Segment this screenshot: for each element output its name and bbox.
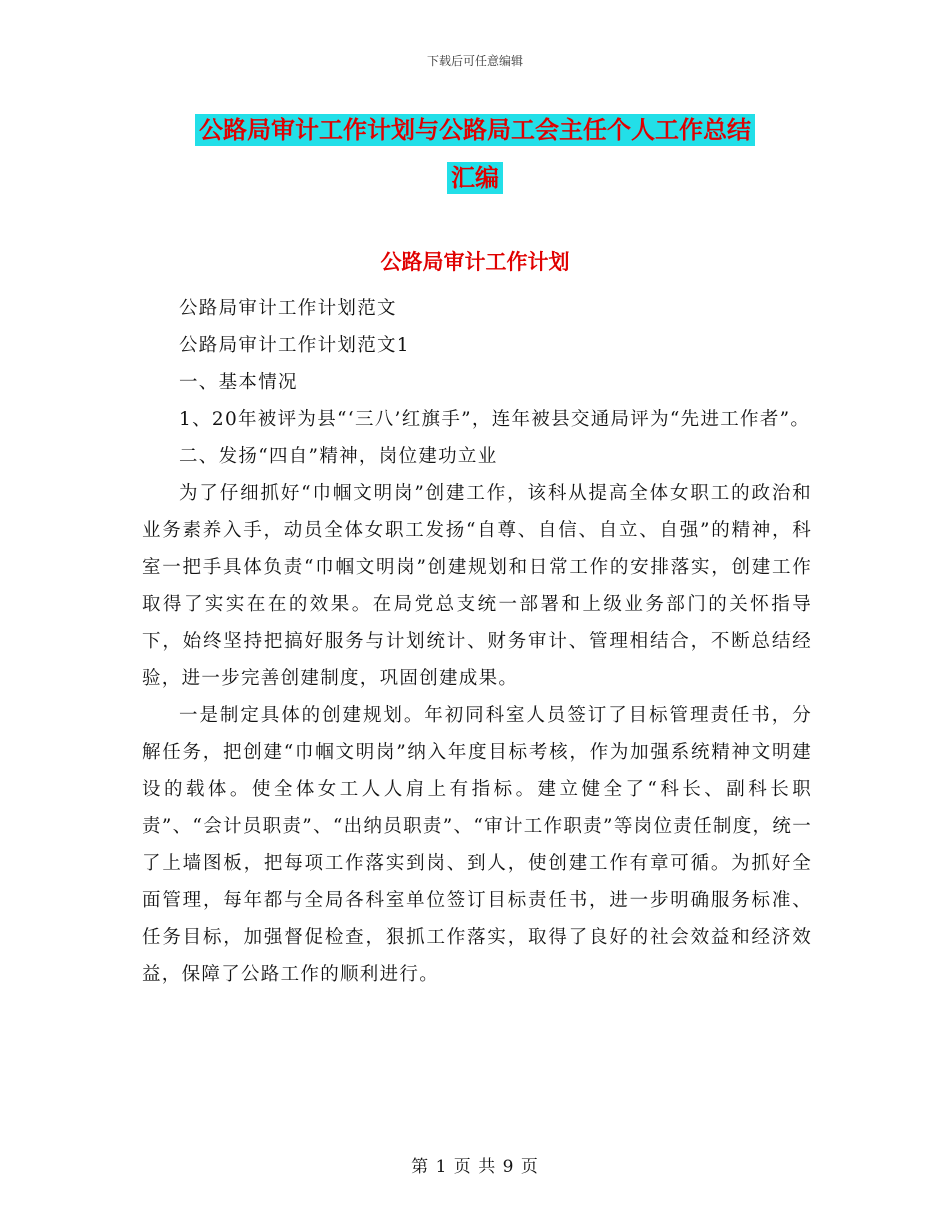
document-title (140, 106, 810, 202)
header-note: 下载后可任意编辑 (426, 54, 523, 68)
paragraph: 一、基本情况 (179, 372, 298, 393)
paragraph: 公路局审计工作计划范文1 (179, 335, 410, 356)
document-title-line2: 汇编 (447, 162, 503, 194)
body-text (142, 290, 812, 993)
document-title-line1: 公路局审计工作计划与公路局工会主任个人工作总结 (195, 114, 755, 146)
paragraph: 公路局审计工作计划范文 (179, 298, 397, 319)
section-title: 公路局审计工作计划 (380, 250, 570, 274)
paragraph: 为了仔细抓好“巾帼文明岗”创建工作，该科从提高全体女职工的政治和业务素养入手，动员全体女职工发扬“自尊、自信、自立、自强”的精神，科室一把手具体负责“巾帼文明岗”创建规划和日常工作的安排落实，创建工作取得了实实在在的效果。在局党总支统一部署和上级业务部门的关怀指导下，始终坚持把搞好服务与计划统计、财务审计、管理相结合，不断总结经验，进一步完善创建制度，巩固创建成果。 (142, 483, 812, 689)
paragraph: 1、20年被评为县“‘三八’红旗手”，连年被县交通局评为“先进工作者”。 (179, 409, 811, 430)
paragraph: 二、发扬“四自”精神，岗位建功立业 (179, 446, 498, 467)
paragraph: 一是制定具体的创建规划。年初同科室人员签订了目标管理责任书，分解任务，把创建“巾帼文明岗”纳入年度目标考核，作为加强系统精神文明建设的载体。使全体女工人人肩上有指标。建立健全了“科长、副科长职责”、“会计员职责”、“出纳员职责”、“审计工作职责”等岗位责任制度，统一了上墙图板，把每项工作落实到岗、到人，使创建工作有章可循。为抓好全面管理，每年都与全局各科室单位签订目标责任书，进一步明确服务标准、任务目标，加强督促检查，狠抓工作落实，取得了良好的社会效益和经济效益，保障了公路工作的顺利进行。 (142, 705, 812, 985)
page-footer: 第 1 页 共 9 页 (411, 1157, 539, 1177)
